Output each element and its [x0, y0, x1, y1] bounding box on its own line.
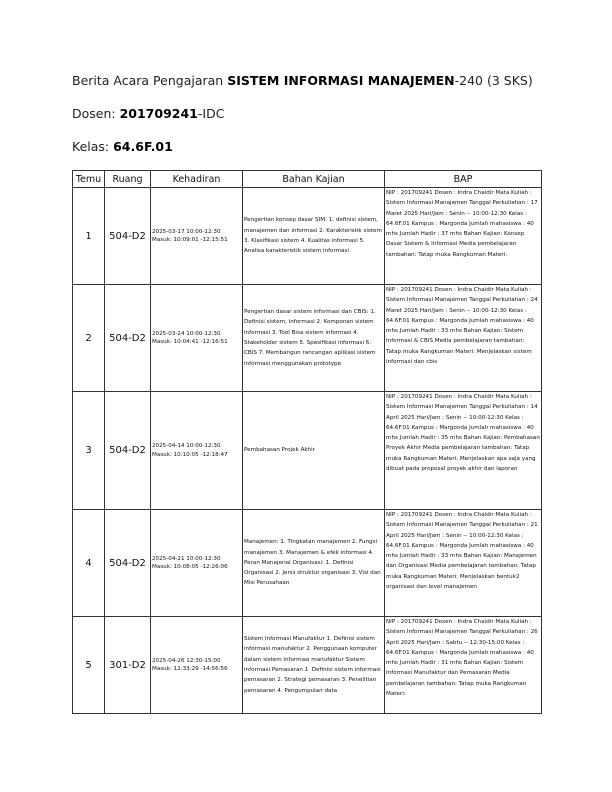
bahan-kajian-cell: Pembahasan Projek Akhir [243, 392, 385, 510]
col-bap: BAP [385, 171, 542, 188]
checkin-time: Masuk: 10:08:05 -12:26:06 [152, 564, 228, 570]
course-name: SISTEM INFORMASI MANAJEMEN [227, 73, 455, 88]
bap-cell: NIP : 201709241 Dosen : Indra Chaidir Mata Kuliah : Sistem Informasi Manajemen Tanggal Perkuliahan : 21 April 2025 Hari/Jam : Senin -- 10:00-12:30 Kelas : 64.6F.01 Kampus : Margonda Jumlah mahasiswa : 40 mhs Jumlah Hadir : 33 mhs Bahan Kajian: Manajemen dan Organisasi Media pembelajaran tambahan: Tatap muka Rangkuman Materi: Menjelaskan bentuk2 organisasi dan level manajemen [385, 510, 542, 617]
course-code: -240 (3 SKS) [454, 73, 533, 88]
table-row [73, 510, 542, 617]
kehadiran-cell [151, 392, 243, 510]
ruang-cell: 301-D2 [105, 617, 151, 714]
checkin-time: Masuk: 10:10:05 -12:18:47 [152, 451, 228, 458]
schedule-time: 2025-03-24 10:00-12:30 [152, 330, 221, 337]
col-kehadiran: Kehadiran [151, 171, 243, 188]
checkin-time: Masuk: 12:33:29 -14:56:56 [152, 666, 228, 672]
bap-cell: NIP : 201709241 Dosen : Indra Chaidir Mata Kuliah : Sistem Informasi Manajemen Tanggal Perkuliahan : 17 Maret 2025 Hari/Jam : Senin -- 10:00-12:30 Kelas : 64.6F.01 Kampus : Margonda Jumlah mahasiswa : 40 mhs Jumlah Hadir : 37 mhs Bahan Kajian: Konsep Dasar Sistem & Informasi Media pembelajaran tambahan: Tatap muka Rangkuman Materi: [385, 188, 542, 285]
bahan-kajian-cell: Sistem Informasi Manufaktur 1. Definisi sistem informasi manufaktur 2. Penggunaan komputer dalam sistem informasi manufaktur Sistem informasi Pemasaran 1. Definisi sistem informasi pemasaran 2. Strategi pemasaran 3. Penelitian pemasaran 4. Pengumpulan data [243, 617, 385, 714]
ruang-cell: 504-D2 [105, 510, 151, 617]
temu-cell: 5 [73, 617, 105, 714]
kehadiran-cell [151, 188, 243, 285]
ruang-cell: 504-D2 [105, 392, 151, 510]
schedule-time: 2025-04-21 10:00-12:30 [152, 555, 221, 562]
kehadiran-cell [151, 510, 243, 617]
bap-cell: NIP : 201709241 Dosen : Indra Chaidir Mata Kuliah : Sistem Informasi Manajemen Tanggal Perkuliahan : 24 Maret 2025 Hari/Jam : Senin -- 10:00-12:30 Kelas : 64.6F.01 Kampus : Margonda Jumlah mahasiswa : 40 mhs Jumlah Hadir : 33 mhs Bahan Kajian: Sistem Informasi & CBIS Media pembelajaran tambahan: Tatap muka Rangkuman Materi: Menjelaskan sistem informasi dan cbis [385, 285, 542, 392]
ruang-cell: 504-D2 [105, 285, 151, 392]
bahan-kajian-cell: Manajemen: 1. Tingkatan manajemen 2. Fungsi manajemen 3. Manajemen & efek informasi 4. Peran Manajerial Organisasi: 1. Definisi Organisasi 2. Jenis struktur organisasi 3. Visi dan Misi Perusahaan [243, 510, 385, 617]
col-temu: Temu [73, 171, 105, 188]
temu-cell: 2 [73, 285, 105, 392]
kehadiran-cell [151, 617, 243, 714]
schedule-time: 2025-04-14 10:00-12:30 [152, 443, 221, 449]
bahan-kajian-cell: Pengertian dasar sistem informasi dan CBIS: 1. Definisi sistem, informasi 2. Komponen sistem informasi 3. Tool Bisa sistem informasi 4. Stakeholder sistem 5. Spesifikasi informasi 6. CBIS 7. Membangun rancangan aplikasi sistem informasi menggunakan prototype [243, 285, 385, 392]
ruang-cell: 504-D2 [105, 188, 151, 285]
bahan-kajian-cell: Pengertian konsep dasar SIM: 1. definisi sistem, manajemen dan informasi 2. Karakteristik sistem 3. Klasifikasi sistem 4. Kualitas informasi 5. Analisa karakteristik sistem informasi [243, 188, 385, 285]
table-header-row [73, 171, 542, 188]
kelas-label: Kelas: [72, 139, 114, 154]
table-row [73, 392, 542, 510]
table-row [73, 617, 542, 714]
kehadiran-cell [151, 285, 243, 392]
temu-cell: 1 [73, 188, 105, 285]
title-line [72, 73, 533, 88]
dosen-label: Dosen: [72, 106, 120, 121]
dosen-line [72, 106, 224, 121]
temu-cell: 4 [73, 510, 105, 617]
temu-cell: 3 [73, 392, 105, 510]
title-prefix: Berita Acara Pengajaran [72, 73, 228, 88]
kelas-line [72, 139, 173, 154]
kelas-value: 64.6F.01 [113, 139, 173, 154]
dosen-id: 201709241 [119, 106, 198, 121]
col-bahan-kajian: Bahan Kajian [243, 171, 385, 188]
bap-cell: NIP : 201709241 Dosen : Indra Chaidir Mata Kuliah : Sistem Informasi Manajemen Tanggal Perkuliahan : 14 April 2025 Hari/Jam : Senin -- 10:00-12:30 Kelas : 64.6F.01 Kampus : Margonda Jumlah mahasiswa : 40 mhs Jumlah Hadir : 35 mhs Bahan Kajian: Pembahasan Proyek Akhir Media pembelajaran tambahan: Tatap muka Rangkuman Materi: Menjelaskan apa saja yang dibuat pada proposal proyek akhir dan laporan [385, 392, 542, 510]
schedule-time: 2025-03-17 10:00-12:30 [152, 228, 221, 235]
table-row [73, 285, 542, 392]
attendance-table [72, 170, 542, 714]
dosen-suffix: -IDC [197, 106, 225, 121]
schedule-time: 2025-04-26 12:30-15:00 [152, 657, 221, 664]
checkin-time: Masuk: 10:09:01 -12:15:51 [152, 237, 228, 243]
checkin-time: Masuk: 10:04:41 -12:16:51 [152, 339, 228, 345]
bap-cell: NIP : 201709241 Dosen : Indra Chaidir Mata Kuliah : Sistem Informasi Manajemen Tanggal Perkuliahan : 26 April 2025 Hari/Jam : Sabtu -- 12:30-15:00 Kelas : 64.6F.01 Kampus : Margonda Jumlah mahasiswa : 40 mhs Jumlah Hadir : 31 mhs Bahan Kajian: Sistem Informasi Manufaktur dan Pemasaran Media pembelajaran tambahan: Tatap muka Rangkuman Materi: [385, 617, 542, 714]
col-ruang: Ruang [105, 171, 151, 188]
table-row [73, 188, 542, 285]
